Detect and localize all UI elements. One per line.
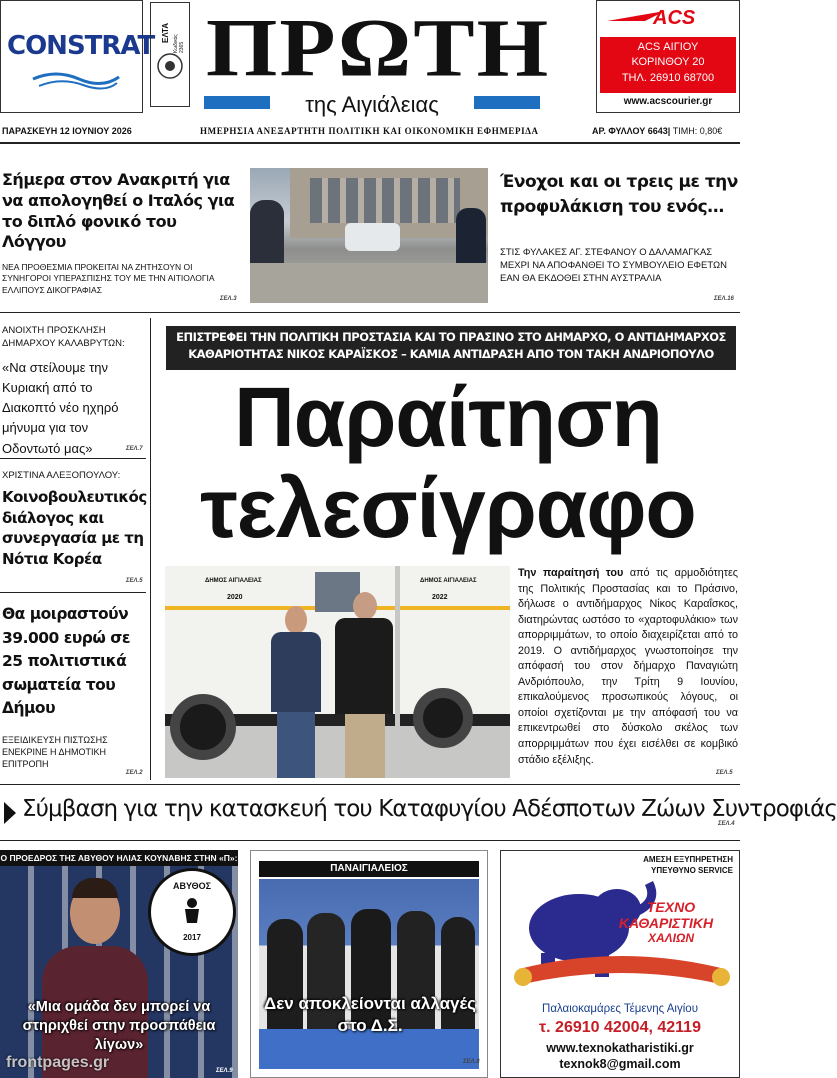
top-right-page: ΣΕΛ.16: [714, 296, 734, 302]
club-name: ΑΒΥΘΟΣ: [172, 881, 212, 891]
elta-label: ΕΛΤΑ: [161, 22, 170, 43]
bottom1-page: ΣΕΛ.9: [216, 1068, 233, 1074]
truck-right-year: 2022: [432, 594, 448, 601]
constrat-wave-icon: [31, 67, 121, 91]
wheel-right: [413, 688, 473, 748]
lead-banner: ΕΠΙΣΤΡΕΦΕΙ ΤΗΝ ΠΟΛΙΤΙΚΗ ΠΡΟΣΤΑΣΙΑ ΚΑΙ ΤΟ ΠΡΑΣΙΝΟ ΣΤΟ ΔΗΜΑΡΧΟ, Ο ΑΝΤΙΔΗΜΑΡΧΟΣ ΚΑΘΑΡΙΟΤΗΤΑΣ ΝΙΚΟΣ ΚΑΡΑΪΣΚΟΣ – ΚΑΜΙΑ ΑΝΤΙΔΡΑΣΗ ΑΠΟ ΤΟΝ ΤΑΚΗ ΑΝΔΡΙΟΠΟΥΛΟ: [166, 326, 736, 370]
techno-top1: ΑΜΕΣΗ ΕΞΥΠΗΡΕΤΗΣΗ: [643, 855, 733, 864]
ground: [250, 263, 488, 303]
issue-price: ΤΙΜΗ: 0,80€: [672, 126, 723, 136]
techno-address: Παλαιοκαμάρες Τέμενης Αιγίου: [542, 1003, 698, 1015]
techno-brand-3: ΧΑΛΙΩΝ: [647, 931, 695, 945]
strip-page: ΣΕΛ.4: [718, 821, 735, 827]
lead-photo: [165, 566, 510, 778]
courthouse-photo: [250, 168, 488, 303]
techno-web[interactable]: www.texnokatharistiki.gr: [546, 1041, 694, 1055]
acs-line1: ACS ΑΙΓΙΟΥ: [637, 41, 699, 53]
man-suit-legs: [277, 712, 315, 778]
left3-page: ΣΕΛ.2: [126, 770, 143, 776]
club-year: 2017: [183, 933, 201, 942]
bottom2-block[interactable]: [250, 850, 488, 1078]
constrat-logo: CONSTRAT: [7, 31, 155, 61]
masthead-tagline: ΗΜΕΡΗΣΙΑ ΑΝΕΞΑΡΤΗΤΗ ΠΟΛΙΤΙΚΗ ΚΑΙ ΟΙΚΟΝΟΜΙΚΗ ΕΦΗΜΕΡΙΔΑ: [200, 126, 539, 136]
acs-ad[interactable]: [596, 0, 740, 113]
techno-brand-1: ΤΕΧΝΟ: [646, 899, 696, 915]
left2-kicker: ΧΡΙΣΤΙΝΑ ΑΛΕΞΟΠΟΥΛΟΥ:: [2, 470, 121, 481]
bottom2-page: ΣΕΛ.8: [463, 1059, 480, 1065]
lead-body-lead-in: Την παραίτησή του: [518, 567, 624, 579]
man-jacket-head: [353, 592, 377, 620]
football-player-icon: [175, 895, 209, 929]
masthead-title: ΠΡΩΤΗ: [205, 1, 551, 94]
strip-rule: [0, 840, 740, 841]
bottom1-quote: «Μια ομάδα δεν μπορεί να στηριχθεί στην προσπάθεια λίγων»: [22, 999, 216, 1053]
masthead-rule: [0, 142, 740, 144]
strip-headline[interactable]: Σύμβαση για την κατασκευή του Καταφυγίου Αδέσποτων Ζώων Συντροφιάς: [22, 796, 837, 822]
acs-line2: ΚΟΡΙΝΘΟΥ 20: [631, 56, 705, 69]
interviewee-hair: [72, 878, 118, 898]
left1-page: ΣΕΛ.7: [126, 446, 143, 452]
bottom2-headline: Δεν αποκλείονται αλλαγές στο Δ.Σ.: [264, 994, 476, 1036]
techno-phone[interactable]: τ. 26910 42004, 42119: [539, 1019, 701, 1036]
lead-title-1[interactable]: Παραίτηση: [234, 370, 662, 464]
elta-stamp: [150, 2, 190, 107]
acs-line3: ΤΗΛ. 26910 68700: [621, 71, 715, 84]
truck-right-stripe: [400, 606, 510, 610]
acs-url[interactable]: www.acscourier.gr: [623, 96, 713, 107]
techno-brand-2: ΚΑΘΑΡΙΣΤΙΚΗ: [618, 915, 714, 931]
acs-logo: ACS: [653, 7, 696, 29]
column-divider: [150, 318, 151, 780]
lead-page: ΣΕΛ.5: [716, 770, 733, 776]
lead-rule: [0, 784, 740, 785]
truck-label: ΔΗΜΟΣ ΑΙΓΙΑΛΕΙΑΣ: [205, 578, 262, 584]
techno-email[interactable]: texnok8@gmail.com: [559, 1057, 681, 1071]
man-suit-body: [271, 632, 321, 712]
issue-number: [592, 126, 722, 136]
watermark: frontpages.gr: [6, 1054, 110, 1071]
man-suit: [267, 606, 325, 778]
elta-logo-icon: [155, 51, 185, 81]
left2-headline[interactable]: Κοινοβουλευτικός διάλογος και συνεργασία με τη Νότια Κορέα: [2, 488, 147, 569]
man-jacket: [333, 592, 395, 778]
strip-arrow-icon: [2, 800, 18, 826]
top-right-headline[interactable]: Ένοχοι και οι τρεις με την προφυλάκιση του ενός…: [500, 172, 738, 217]
issue-sep: |: [667, 126, 673, 136]
truck-year: 2020: [227, 594, 243, 601]
top-right-deck: ΣΤΙΣ ΦΥΛΑΚΕΣ ΑΓ. ΣΤΕΦΑΝΟΥ Ο ΔΑΛΑΜΑΓΚΑΣ ΜΕΧΡΙ ΝΑ ΑΠΟΦΑΝΘΕΙ ΤΟ ΣΥΜΒΟΥΛΕΙΟ ΕΦΕΤΩΝ ΕΑΝ ΘΑ ΕΚΔΟΘΕΙ ΣΤΗΝ ΑΥΣΤΡΑΛΙΑ: [500, 247, 727, 284]
masthead-bar-left: [204, 96, 270, 109]
bottom1-kicker: Ο ΠΡΟΕΔΡΟΣ ΤΗΣ ΑΒΥΘΟΥ ΗΛΙΑΣ ΚΟΥΝΑΒΗΣ ΣΤΗΝ «Π»:: [0, 850, 238, 866]
left2-page: ΣΕΛ.5: [126, 578, 143, 584]
bottom2-kicker: ΠΑΝΑΙΓΙΑΛΕΙΟΣ: [259, 861, 479, 877]
issue-date: ΠΑΡΑΣΚΕΥΗ 12 ΙΟΥΝΙΟΥ 2026: [2, 126, 132, 136]
building-windows: [310, 178, 460, 223]
constrat-ad[interactable]: [0, 0, 155, 113]
bottom1-block[interactable]: [0, 850, 238, 1078]
truck-right-label: ΔΗΜΟΣ ΑΙΓΙΑΛΕΙΑΣ: [420, 578, 477, 584]
police-car: [345, 223, 400, 251]
acs-red-panel: [600, 37, 736, 93]
club-crest: [148, 868, 236, 956]
left3-headline[interactable]: Θα μοιραστούν 39.000 ευρώ σε 25 πολιτιστικά σωματεία του Δήμου: [2, 605, 130, 718]
top-stories-rule: [0, 312, 740, 313]
masthead-subtitle: της Αιγιάλειας: [305, 92, 439, 117]
techno-ad[interactable]: [500, 850, 740, 1078]
issue-number-value: ΑΡ. ΦΥΛΛΟΥ 6643: [592, 126, 668, 136]
team-bench-photo: [259, 879, 479, 1069]
acs-logo-strip: [597, 1, 739, 35]
left1-rule: [0, 458, 146, 459]
lead-title-2[interactable]: τελεσίγραφο: [200, 461, 696, 555]
left1-headline[interactable]: «Να στείλουμε την Κυριακή από το Διακοπτό νέο ηχηρό μήνυμα για τον Οδοντωτό μας»: [2, 360, 119, 456]
top-left-page: ΣΕΛ.3: [220, 296, 237, 302]
man-jacket-body: [335, 618, 393, 714]
left2-rule: [0, 592, 146, 593]
top-left-deck: ΝΕΑ ΠΡΟΘΕΣΜΙΑ ΠΡΟΚΕΙΤΑΙ ΝΑ ΖΗΤΗΣΟΥΝ ΟΙ ΣΥΝΗΓΟΡΟΙ ΥΠΕΡΑΣΠΙΣΗΣ ΤΟΥ ΜΕ ΤΗΝ ΑΙΤΙΟΛΟΓΙΑ ΕΛΛΙΠΟΥΣ ΔΙΚΟΓΡΑΦΙΑΣ: [2, 262, 215, 295]
left1-kicker: ΑΝΟΙΧΤΗ ΠΡΟΣΚΛΗΣΗ ΔΗΜΑΡΧΟΥ ΚΑΛΑΒΡΥΤΩΝ:: [2, 325, 125, 349]
techno-top2: ΥΠΕΥΘΥΝΟ SERVICE: [650, 866, 733, 875]
left3-deck: ΕΞΕΙΔΙΚΕΥΣΗ ΠΙΣΤΩΣΗΣ ΕΝΕΚΡΙΝΕ Η ΔΗΜΟΤΙΚΗ ΕΠΙΤΡΟΠΗ: [2, 735, 108, 770]
lead-body: [518, 566, 738, 768]
top-left-headline[interactable]: Σήμερα στον Ανακριτή για να απολογηθεί ο Ιταλός για το διπλό φονικό του Λόγγου: [2, 170, 235, 252]
elta-code: Κωδικός 2365: [173, 34, 185, 53]
man-jacket-legs: [345, 714, 385, 778]
masthead-bar-right: [474, 96, 540, 109]
wheel-left: [170, 694, 236, 760]
lead-body-text: από τις αρμοδιότητες της Πολιτικής Προστασίας και το Πράσινο, δήλωσε ο αντιδήμαρχος Νίκος Καραΐσκος, διατηρώντας ωστόσο το «χαρτοφυλάκιο» των απορριμμάτων, το οποίο διαχειρίζεται από το 2019. Ο αντιδήμαρχος γνωστοποίησε την απόφασή του στον δήμαρχο Παναγιώτη Ανδριόπουλο, την Τρίτη 9 Ιουνίου, επικαλούμενος προσωπικούς λόγους, οι οποίοι σχετίζονται με την απόφασή του να επικεντρωθεί στο δύσκολο σκέλος των απορριμμάτων που έχει εισέλθει σε κομβικό στάδιο εξέλιξης.: [518, 567, 739, 766]
man-suit-head: [285, 606, 307, 634]
